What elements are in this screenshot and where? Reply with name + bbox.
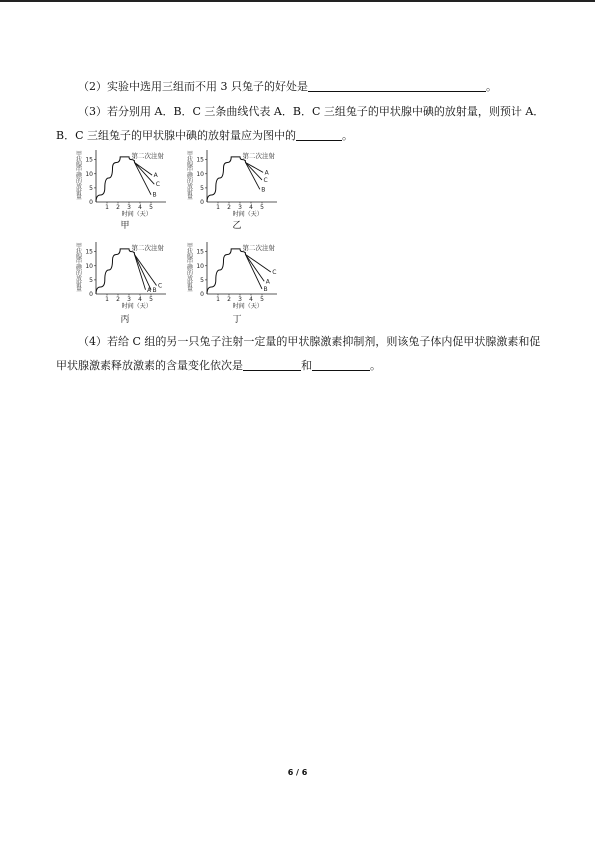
y-axis-label-char: 甲: [76, 243, 83, 250]
panel-label-jia: 甲: [120, 221, 130, 231]
series-label-b: B: [261, 186, 266, 194]
y-tick-label: 0: [200, 199, 204, 206]
y-axis-label-char: 腺: [76, 253, 83, 261]
x-tick-label: 5: [149, 296, 153, 303]
x-tick-label: 1: [105, 204, 109, 211]
x-axis-label: 时间（天）: [232, 211, 263, 218]
y-tick-label: 15: [196, 156, 204, 164]
panel-label-ding: 丁: [232, 315, 242, 325]
y-axis-label-char: 射: [76, 188, 83, 196]
x-tick-label: 1: [216, 296, 220, 303]
x-tick-label: 5: [149, 204, 153, 211]
x-tick-label: 3: [127, 296, 131, 303]
x-tick-label: 3: [238, 204, 242, 211]
series-label-b: B: [263, 285, 268, 293]
y-axis-label-char: 腺: [187, 253, 194, 261]
y-axis-label-char: 量: [76, 194, 83, 202]
x-axis-label: 时间（天）: [121, 303, 152, 310]
panel-label-bing: 丙: [120, 315, 130, 325]
question-4-text: （4）若给 C 组的另一只兔子注射一定量的甲状腺激素抑制剂，则该兔子体内促甲状腺激素和促甲状腺激素释放激素的含量变化依次是: [56, 335, 541, 372]
rise-curve: [96, 249, 135, 294]
annotation-label: 第二次注射: [131, 152, 164, 160]
y-axis-label-char: 量: [76, 286, 83, 294]
y-tick-label: 5: [200, 276, 204, 284]
series-line-a: [135, 162, 153, 175]
y-axis-label-char: 中: [187, 259, 194, 267]
y-axis-label-char: 射: [76, 280, 83, 288]
y-axis-label-char: 放: [76, 275, 83, 283]
x-tick-label: 4: [138, 296, 142, 303]
y-tick-label: 0: [200, 291, 204, 298]
y-tick-label: 5: [89, 184, 93, 192]
question-2-end: 。: [486, 80, 497, 93]
x-tick-label: 3: [238, 296, 242, 303]
series-label-a: A: [147, 286, 152, 294]
rise-curve: [207, 249, 246, 294]
y-axis-label-char: 状: [187, 248, 194, 256]
series-label-c: C: [155, 181, 161, 189]
series-label-a: A: [265, 278, 270, 286]
y-axis-label-char: 放: [187, 275, 194, 283]
y-axis-label-char: 中: [187, 167, 194, 175]
answer-blank-q4-1[interactable]: [243, 357, 301, 371]
chart-ding: [183, 240, 283, 312]
question-4: [56, 330, 546, 378]
series-label-b: B: [152, 286, 157, 294]
series-label-b: B: [152, 191, 157, 199]
y-tick-label: 10: [85, 262, 93, 270]
series-line-a: [246, 254, 265, 281]
y-axis-label-char: 碘: [187, 172, 194, 180]
question-4-end: 。: [370, 359, 381, 372]
y-axis-label-char: 中: [76, 259, 83, 267]
y-axis-label-char: 的: [187, 178, 194, 185]
rise-curve: [207, 157, 246, 202]
series-line-c: [135, 254, 157, 285]
x-axis-label: 时间（天）: [121, 211, 152, 218]
y-axis-label-char: 碘: [76, 264, 83, 272]
annotation-label: 第二次注射: [131, 244, 164, 252]
x-tick-label: 4: [249, 296, 253, 303]
y-axis-label-char: 腺: [187, 161, 194, 169]
y-axis-label-char: 量: [187, 286, 194, 294]
x-tick-label: 5: [260, 204, 264, 211]
question-3-text: （3）若分别用 A．B．C 三条曲线代表 A．B．C 三组兔子的甲状腺中碘的放射量，则预计 A．B．C 三组兔子的甲状腺中碘的放射量应为图中的: [56, 105, 545, 142]
y-axis-label-char: 的: [187, 270, 194, 277]
y-tick-label: 10: [196, 170, 204, 178]
y-axis-label: [187, 242, 194, 293]
x-tick-label: 2: [116, 296, 120, 303]
y-axis-label-char: 中: [76, 167, 83, 175]
series-label-c: C: [263, 176, 268, 184]
y-tick-label: 10: [85, 170, 93, 178]
x-tick-label: 2: [116, 204, 120, 211]
x-tick-label: 3: [127, 204, 131, 211]
annotation-label: 第二次注射: [242, 152, 275, 160]
y-tick-label: 15: [196, 248, 204, 256]
y-axis-label-char: 腺: [76, 161, 83, 169]
chart-yi: [183, 148, 283, 220]
y-axis-label-char: 状: [76, 156, 83, 164]
graph-panel-bing: [72, 240, 172, 312]
y-axis-label: [76, 242, 83, 293]
question-2: [56, 75, 546, 99]
page-number: 6 / 6: [287, 768, 308, 777]
answer-blank-q2[interactable]: [308, 78, 486, 92]
panel-label-yi: 乙: [232, 221, 242, 231]
x-tick-label: 1: [216, 204, 220, 211]
series-line-a: [135, 254, 146, 289]
annotation-label: 第二次注射: [242, 244, 275, 252]
x-tick-label: 2: [227, 204, 231, 211]
question-3: [56, 100, 546, 148]
y-tick-label: 0: [89, 199, 93, 206]
question-4-mid: 和: [301, 359, 312, 372]
x-tick-label: 4: [249, 204, 253, 211]
series-line-b: [135, 254, 152, 289]
rise-curve: [96, 157, 135, 202]
y-tick-label: 5: [89, 276, 93, 284]
answer-blank-q4-2[interactable]: [312, 357, 370, 371]
y-axis-label: [187, 150, 194, 201]
y-axis-label-char: 放: [187, 183, 194, 191]
y-tick-label: 0: [89, 291, 93, 298]
y-axis-label: [76, 150, 83, 201]
y-axis-label-char: 状: [76, 248, 83, 256]
y-tick-label: 15: [85, 156, 93, 164]
x-axis-label: 时间（天）: [232, 303, 263, 310]
series-line-b: [135, 162, 152, 194]
y-axis-label-char: 射: [187, 280, 194, 288]
y-axis-label-char: 射: [187, 188, 194, 196]
top-rule: [0, 0, 595, 2]
y-axis-label-char: 量: [187, 194, 194, 202]
series-label-c: C: [158, 282, 163, 290]
answer-blank-q3[interactable]: [296, 127, 342, 141]
y-tick-label: 5: [200, 184, 204, 192]
chart-bing: [72, 240, 172, 312]
chart-jia: [72, 148, 172, 220]
series-label-a: A: [153, 172, 158, 180]
x-tick-label: 5: [260, 296, 264, 303]
y-axis-label-char: 甲: [187, 243, 194, 250]
x-tick-label: 1: [105, 296, 109, 303]
y-axis-label-char: 放: [76, 183, 83, 191]
graph-panel-ding: [183, 240, 283, 312]
y-axis-label-char: 碘: [76, 172, 83, 180]
graph-panel-jia: [72, 148, 172, 220]
question-3-end: 。: [342, 129, 353, 142]
y-tick-label: 15: [85, 248, 93, 256]
question-2-text: （2）实验中选用三组而不用 3 只兔子的好处是: [78, 80, 308, 93]
y-axis-label-char: 状: [187, 156, 194, 164]
graph-panel-yi: [183, 148, 283, 220]
y-axis-label-char: 的: [76, 178, 83, 185]
series-label-c: C: [272, 268, 277, 276]
y-axis-label-char: 碘: [187, 264, 194, 272]
x-tick-label: 4: [138, 204, 142, 211]
y-axis-label-char: 的: [76, 270, 83, 277]
y-axis-label-char: 甲: [76, 151, 83, 158]
series-label-a: A: [264, 169, 269, 177]
x-tick-label: 2: [227, 296, 231, 303]
y-axis-label-char: 甲: [187, 151, 194, 158]
y-tick-label: 10: [196, 262, 204, 270]
